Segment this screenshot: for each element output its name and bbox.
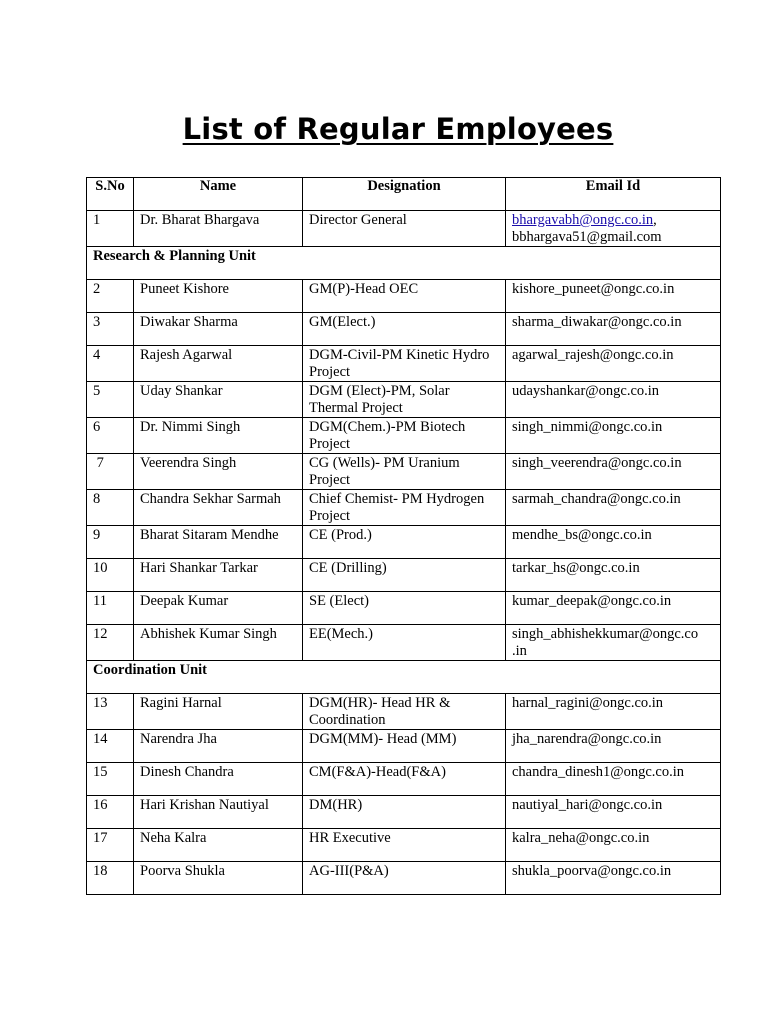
designation-cell: CG (Wells)- PM Uranium Project: [303, 454, 506, 490]
sno-cell: 12: [87, 625, 134, 661]
table-row: [87, 829, 721, 862]
section-row: [87, 661, 721, 694]
sno-cell: 13: [87, 694, 134, 730]
table-row: [87, 280, 721, 313]
email-text: harnal_ragini@ongc.co.in: [512, 695, 664, 711]
section-label: Coordination Unit: [87, 661, 721, 694]
email-text: kishore_puneet@ongc.co.in: [512, 281, 675, 297]
header-designation: Designation: [303, 178, 506, 211]
email-cell: [506, 559, 721, 592]
sno-cell: 7: [87, 454, 134, 490]
email-cell: [506, 280, 721, 313]
table-row: [87, 559, 721, 592]
sno-cell: 9: [87, 526, 134, 559]
email-cell: [506, 418, 721, 454]
designation-cell: DM(HR): [303, 796, 506, 829]
name-cell: Uday Shankar: [134, 382, 303, 418]
header-name: Name: [134, 178, 303, 211]
name-cell: Puneet Kishore: [134, 280, 303, 313]
email-text: kumar_deepak@ongc.co.in: [512, 593, 672, 609]
name-cell: Dinesh Chandra: [134, 763, 303, 796]
sno-cell: 1: [87, 211, 134, 247]
designation-cell: Director General: [303, 211, 506, 247]
name-cell: Hari Shankar Tarkar: [134, 559, 303, 592]
designation-cell: DGM(HR)- Head HR & Coordination: [303, 694, 506, 730]
email-text: shukla_poorva@ongc.co.in: [512, 863, 672, 879]
header-sno: S.No: [87, 178, 134, 211]
email-text: udayshankar@ongc.co.in: [512, 383, 660, 399]
email-cell: [506, 625, 721, 661]
email-text: chandra_dinesh1@ongc.co.in: [512, 764, 684, 780]
sno-cell: 11: [87, 592, 134, 625]
email-text: mendhe_bs@ongc.co.in: [512, 527, 652, 543]
name-cell: Narendra Jha: [134, 730, 303, 763]
sno-cell: 2: [87, 280, 134, 313]
table-row: [87, 694, 721, 730]
table-row: [87, 346, 721, 382]
designation-cell: HR Executive: [303, 829, 506, 862]
email-text: singh_abhishekkumar@ongc.co .in: [512, 626, 699, 659]
table-row: [87, 382, 721, 418]
name-cell: Rajesh Agarwal: [134, 346, 303, 382]
email-cell: [506, 346, 721, 382]
table-row: [87, 490, 721, 526]
email-cell: [506, 490, 721, 526]
table-row: [87, 763, 721, 796]
name-cell: Veerendra Singh: [134, 454, 303, 490]
designation-cell: DGM(MM)- Head (MM): [303, 730, 506, 763]
table-row: [87, 730, 721, 763]
name-cell: Chandra Sekhar Sarmah: [134, 490, 303, 526]
email-cell: [506, 763, 721, 796]
email-text: nautiyal_hari@ongc.co.in: [512, 797, 663, 813]
email-cell: [506, 211, 721, 247]
table-row: [87, 796, 721, 829]
designation-cell: Chief Chemist- PM Hydrogen Project: [303, 490, 506, 526]
email-text: jha_narendra@ongc.co.in: [512, 731, 662, 747]
name-cell: Poorva Shukla: [134, 862, 303, 895]
email-text: singh_nimmi@ongc.co.in: [512, 419, 663, 435]
sno-cell: 5: [87, 382, 134, 418]
name-cell: Deepak Kumar: [134, 592, 303, 625]
name-cell: Dr. Nimmi Singh: [134, 418, 303, 454]
email-link[interactable]: bhargavabh@ongc.co.in: [512, 212, 654, 228]
designation-cell: DGM(Chem.)-PM Biotech Project: [303, 418, 506, 454]
email-text: kalra_neha@ongc.co.in: [512, 830, 650, 846]
sno-cell: 17: [87, 829, 134, 862]
sno-cell: 10: [87, 559, 134, 592]
employee-table: [86, 177, 721, 895]
email-text: singh_veerendra@ongc.co.in: [512, 455, 682, 471]
header-email: Email Id: [506, 178, 721, 211]
email-cell: [506, 526, 721, 559]
designation-cell: GM(P)-Head OEC: [303, 280, 506, 313]
page-title: List of Regular Employees: [182, 112, 614, 146]
email-text: tarkar_hs@ongc.co.in: [512, 560, 640, 576]
name-cell: Neha Kalra: [134, 829, 303, 862]
email-separator: ,: [653, 212, 657, 228]
sno-cell: 6: [87, 418, 134, 454]
email-cell: [506, 592, 721, 625]
table-header-row: [87, 178, 721, 211]
designation-cell: SE (Elect): [303, 592, 506, 625]
table-row: [87, 592, 721, 625]
email-cell: [506, 694, 721, 730]
email-cell: [506, 730, 721, 763]
sno-cell: 16: [87, 796, 134, 829]
sno-cell: 15: [87, 763, 134, 796]
sno-cell: 3: [87, 313, 134, 346]
name-cell: Hari Krishan Nautiyal: [134, 796, 303, 829]
designation-cell: EE(Mech.): [303, 625, 506, 661]
table-row: [87, 418, 721, 454]
name-cell: Bharat Sitaram Mendhe: [134, 526, 303, 559]
email-cell: [506, 796, 721, 829]
table-row: [87, 454, 721, 490]
email-cell: [506, 382, 721, 418]
table-row: [87, 862, 721, 895]
email-cell: [506, 829, 721, 862]
designation-cell: CE (Prod.): [303, 526, 506, 559]
section-row: [87, 247, 721, 280]
name-cell: Dr. Bharat Bhargava: [134, 211, 303, 247]
table-row: [87, 625, 721, 661]
designation-cell: DGM (Elect)-PM, Solar Thermal Project: [303, 382, 506, 418]
designation-cell: AG-III(P&A): [303, 862, 506, 895]
email-text: sharma_diwakar@ongc.co.in: [512, 314, 682, 330]
table-row: [87, 313, 721, 346]
designation-cell: CE (Drilling): [303, 559, 506, 592]
table-body: [87, 211, 721, 895]
table-row: [87, 526, 721, 559]
email-cell: [506, 862, 721, 895]
name-cell: Abhishek Kumar Singh: [134, 625, 303, 661]
designation-cell: DGM-Civil-PM Kinetic Hydro Project: [303, 346, 506, 382]
table-row: [87, 211, 721, 247]
designation-cell: CM(F&A)-Head(F&A): [303, 763, 506, 796]
sno-cell: 14: [87, 730, 134, 763]
designation-cell: GM(Elect.): [303, 313, 506, 346]
email-cell: [506, 454, 721, 490]
email-text: agarwal_rajesh@ongc.co.in: [512, 347, 674, 363]
name-cell: Diwakar Sharma: [134, 313, 303, 346]
sno-cell: 8: [87, 490, 134, 526]
sno-cell: 18: [87, 862, 134, 895]
email-text: bbhargava51@gmail.com: [512, 229, 662, 245]
section-label: Research & Planning Unit: [87, 247, 721, 280]
email-text: sarmah_chandra@ongc.co.in: [512, 491, 681, 507]
email-cell: [506, 313, 721, 346]
sno-cell: 4: [87, 346, 134, 382]
name-cell: Ragini Harnal: [134, 694, 303, 730]
